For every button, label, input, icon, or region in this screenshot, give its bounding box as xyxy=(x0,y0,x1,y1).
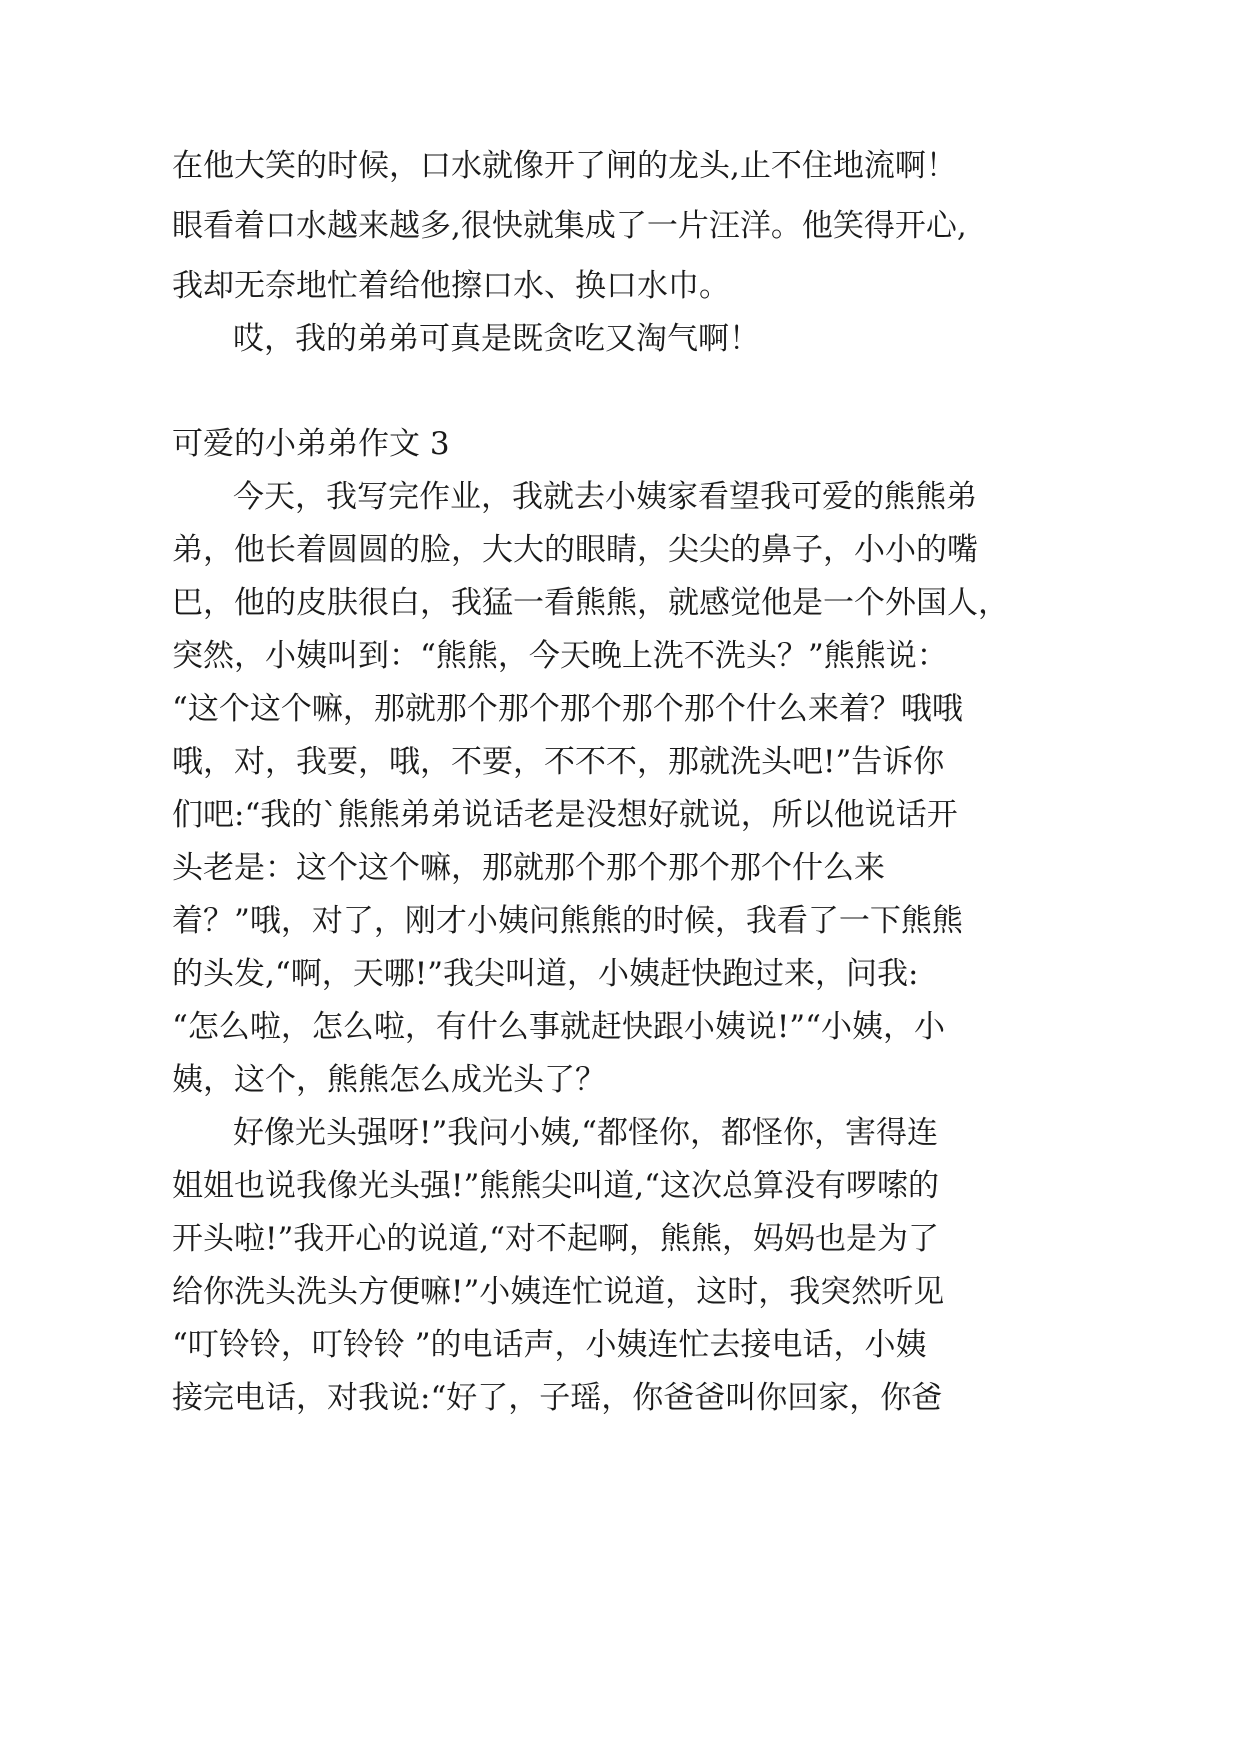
section-heading: 可爱的小弟弟作文 3 xyxy=(172,426,450,462)
text-line: 眼看着口水越来越多,很快就集成了一片汪洋。他笑得开心, xyxy=(172,208,967,244)
text-line: 给你洗头洗头方便嘛!”小姨连忙说道，这时，我突然听见 xyxy=(172,1274,945,1310)
text-line: “这个这个嘛，那就那个那个那个那个那个什么来着？哦哦 xyxy=(172,691,963,727)
text-line: 着？”哦，对了，刚才小姨问熊熊的时候，我看了一下熊熊 xyxy=(172,903,963,939)
text-line: 头老是：这个这个嘛，那就那个那个那个那个什么来 xyxy=(172,850,885,886)
text-line: “怎么啦，怎么啦，有什么事就赶快跟小姨说!”“小姨，小 xyxy=(172,1009,945,1045)
text-line: 的头发,“啊，天哪!”我尖叫道，小姨赶快跑过来，问我: xyxy=(172,956,919,992)
text-line: 突然，小姨叫到：“熊熊，今天晚上洗不洗头？”熊熊说： xyxy=(172,638,948,674)
text-line: 巴，他的皮肤很白，我猛一看熊熊，就感觉他是一个外国人， xyxy=(172,585,1009,621)
text-line: 我却无奈地忙着给他擦口水、换口水巾。 xyxy=(172,268,730,304)
text-line: 好像光头强呀!”我问小姨,“都怪你，都怪你，害得连 xyxy=(233,1115,939,1151)
text-line: 姐姐也说我像光头强!”熊熊尖叫道,“这次总算没有啰嗦的 xyxy=(172,1168,940,1204)
text-line: 在他大笑的时候，口水就像开了闸的龙头,止不住地流啊！ xyxy=(172,148,957,184)
text-line: 哦，对，我要，哦，不要，不不不，那就洗头吧!”告诉你 xyxy=(172,744,945,780)
text-line: 姨，这个，熊熊怎么成光头了？ xyxy=(172,1062,606,1098)
text-line: 开头啦!”我开心的说道,“对不起啊，熊熊，妈妈也是为了 xyxy=(172,1221,940,1257)
text-line: 哎，我的弟弟可真是既贪吃又淘气啊！ xyxy=(233,321,760,357)
text-line: “叮铃铃，叮铃铃 ”的电话声，小姨连忙去接电话，小姨 xyxy=(172,1327,927,1363)
text-line: 们吧:“我的`熊熊弟弟说话老是没想好就说，所以他说话开 xyxy=(172,797,958,833)
text-line: 弟，他长着圆圆的脸，大大的眼睛，尖尖的鼻子，小小的嘴 xyxy=(172,532,978,568)
text-line: 接完电话，对我说:“好了，子瑶，你爸爸叫你回家，你爸 xyxy=(172,1380,943,1416)
text-line: 今天，我写完作业，我就去小姨家看望我可爱的熊熊弟 xyxy=(233,479,977,515)
